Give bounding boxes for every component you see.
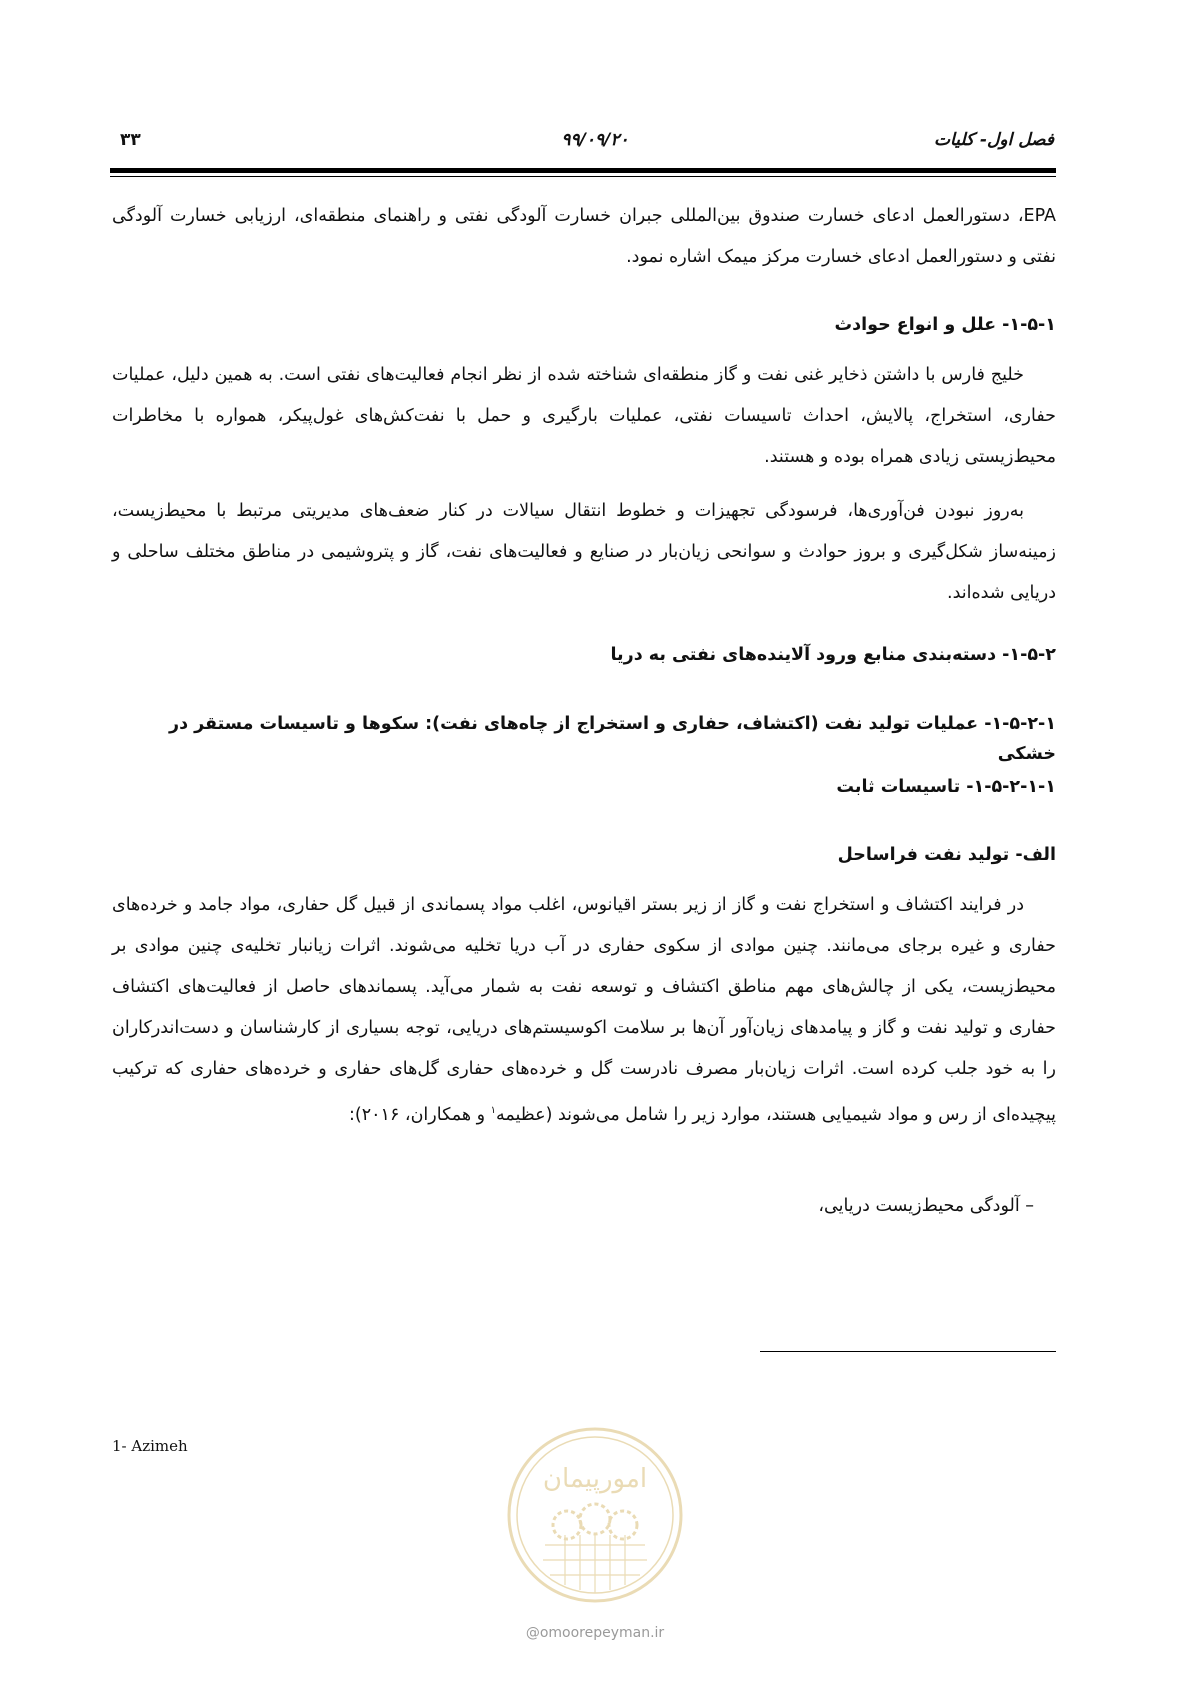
watermark-logo xyxy=(505,1425,685,1605)
item-heading-offshore: الف- تولید نفت فراساحل xyxy=(837,845,1056,865)
watermark-logo-text: امورپیمان xyxy=(542,1464,648,1494)
bullet-item-marine-pollution: – آلودگی محیط‌زیست دریایی، xyxy=(818,1196,1034,1216)
paragraph-outdated-tech: به‌روز نبودن فن‌آوری‌ها، فرسودگی تجهیزات و خطوط انتقال سیالات در کنار ضعف‌های مدیریتی مرتبط با محیط‌زیست، زمینه‌ساز شکل‌گیری و بروز حوادث و سوانحی زیان‌بار در صنایع و فعالیت‌های نفت، گاز و پتروشیمی در مناطق مختلف ساحلی و دریایی شده‌اند. xyxy=(112,501,1056,603)
header-rule-thin xyxy=(110,176,1056,177)
running-header-chapter: فصل اول- کلیات xyxy=(934,130,1054,150)
paragraph-persian-gulf: خلیج فارس با داشتن ذخایر غنی نفت و گاز منطقه‌ای شناخته شده از نظر انجام فعالیت‌های نفتی است. به همین دلیل، عملیات حفاری، استخراج، پالایش، احداث تاسیسات نفتی، عملیات بارگیری و حمل با نفت‌کش‌های غول‌پیکر، همواره با مخاطرات محیط‌زیستی زیادی همراه بوده و هستند. xyxy=(112,365,1056,467)
footnote-marker: ۱ xyxy=(490,1105,497,1116)
paragraph-drilling-waste-tail: و همکاران، ۲۰۱۶): xyxy=(349,1104,491,1125)
footnote-azimeh: 1- Azimeh xyxy=(112,1437,188,1455)
subsubsection-heading-fixed: ۱-۵-۲-۱-۱- تاسیسات ثابت xyxy=(836,777,1056,797)
page-number: ۳۳ xyxy=(120,130,141,150)
paragraph-drilling-waste xyxy=(112,885,1056,1136)
paragraph-intro: EPA، دستورالعمل ادعای خسارت صندوق بین‌المللی جبران خسارت آلودگی نفتی و راهنمای منطقه‌ای، ارزیابی خسارت آلودگی نفتی و دستورالعمل ادعای خسارت مرکز میمک اشاره نمود. xyxy=(112,206,1056,267)
footnote-separator xyxy=(760,1351,1056,1352)
watermark-url: @omoorepeyman.ir xyxy=(525,1625,665,1641)
section-heading-causes: ۱-۵-۱- علل و انواع حوادث xyxy=(834,315,1056,335)
header-rule-thick xyxy=(110,168,1056,173)
subsection-heading-production: ۱-۵-۲-۱- عملیات تولید نفت (اکتشاف، حفاری و استخراج از چاه‌های نفت): سکوها و تاسیسات مستقر در خشکی xyxy=(169,714,1056,764)
section-heading-sources: ۱-۵-۲- دسته‌بندی منابع ورود آلاینده‌های نفتی به دریا xyxy=(610,645,1056,665)
running-header-date: ۹۹/۰۹/۲۰ xyxy=(561,130,629,150)
paragraph-drilling-waste-text: در فرایند اکتشاف و استخراج نفت و گاز از زیر بستر اقیانوس، اغلب مواد پسماندی از قبیل گل حفاری، مواد جامد و خرده‌های حفاری و غیره برجای می‌مانند. چنین موادی از سکوی حفاری در آب دریا تخلیه می‌شوند. اثرات زیانبار تخلیه‌ی چنین موادی بر محیط‌زیست، یکی از چالش‌های مهم مناطق اکتشاف و توسعه نفت به شمار می‌آید. پسماندهای حاصل از فعالیت‌های اکتشاف حفاری و تولید نفت و گاز و پیامدهای زیان‌آور آن‌ها بر سلامت اکوسیستم‌های دریایی، توجه بسیاری از کارشناسان و دست‌اندرکاران را به خود جلب کرده است. اثرات زیان‌بار مصرف نادرست گل و خرده‌های حفاری گل‌های حفاری و خرده‌های حفاری که ترکیب پیچیده‌ای از رس و مواد شیمیایی هستند، موارد زیر را شامل می‌شوند (عظیمه xyxy=(112,895,1056,1125)
